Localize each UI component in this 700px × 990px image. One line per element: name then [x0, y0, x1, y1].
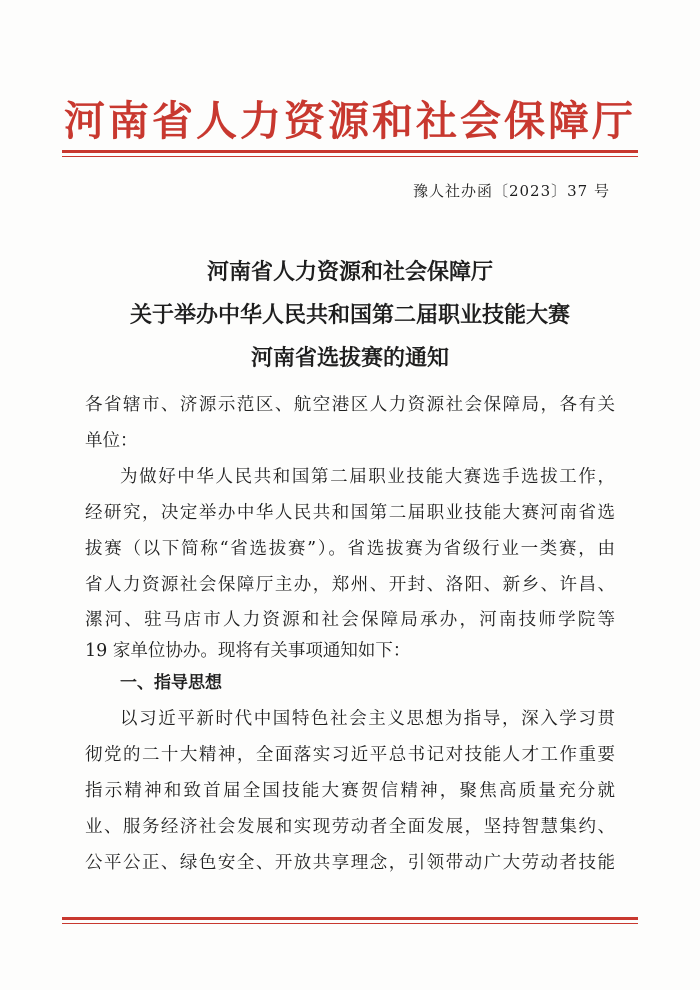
footer-rule-thick — [62, 917, 638, 920]
intro-line-3: 拔赛（以下简称“省选拔赛”）。省选拔赛为省级行业一类赛，由 — [85, 539, 615, 559]
footer-rule-thin — [62, 923, 638, 924]
intro-line-1: 为做好中华人民共和国第二届职业技能大赛选手选拔工作， — [120, 467, 615, 487]
notice-title-line-2: 关于举办中华人民共和国第二届职业技能大赛 — [129, 302, 570, 328]
letterhead-rule-thick — [62, 150, 638, 153]
section-1-line-3: 指示精神和致首届全国技能大赛贺信精神，聚焦高质量充分就 — [85, 781, 615, 801]
notice-title-line-1: 河南省人力资源和社会保障厅 — [206, 259, 493, 285]
document-number: 豫人社办函〔2023〕37 号 — [412, 182, 610, 200]
section-1-line-1: 以习近平新时代中国特色社会主义思想为指导，深入学习贯 — [120, 709, 615, 729]
section-heading-guiding-ideology: 一、指导思想 — [120, 673, 222, 693]
agency-letterhead-title: 河南省人力资源和社会保障厅 — [64, 97, 636, 145]
intro-line-4: 省人力资源社会保障厅主办，郑州、开封、洛阳、新乡、许昌、 — [85, 575, 615, 595]
letterhead-rule-thin — [62, 156, 638, 157]
section-1-line-2: 彻党的二十大精神，全面落实习近平总书记对技能人才工作重要 — [85, 745, 615, 765]
intro-line-5: 漯河、驻马店市人力资源和社会保障局承办，河南技师学院等 — [85, 610, 615, 630]
section-1-line-5: 公平公正、绿色安全、开放共享理念，引领带动广大劳动者技能 — [85, 853, 615, 873]
salutation-line-2: 单位： — [85, 431, 138, 451]
intro-line-6: 19 家单位协办。现将有关事项通知如下： — [85, 641, 411, 661]
intro-line-2: 经研究，决定举办中华人民共和国第二届职业技能大赛河南省选 — [85, 503, 615, 523]
notice-title-line-3: 河南省选拔赛的通知 — [250, 345, 449, 371]
section-1-line-4: 业、服务经济社会发展和实现劳动者全面发展，坚持智慧集约、 — [85, 817, 615, 837]
salutation-line-1: 各省辖市、济源示范区、航空港区人力资源社会保障局，各有关 — [85, 395, 615, 415]
